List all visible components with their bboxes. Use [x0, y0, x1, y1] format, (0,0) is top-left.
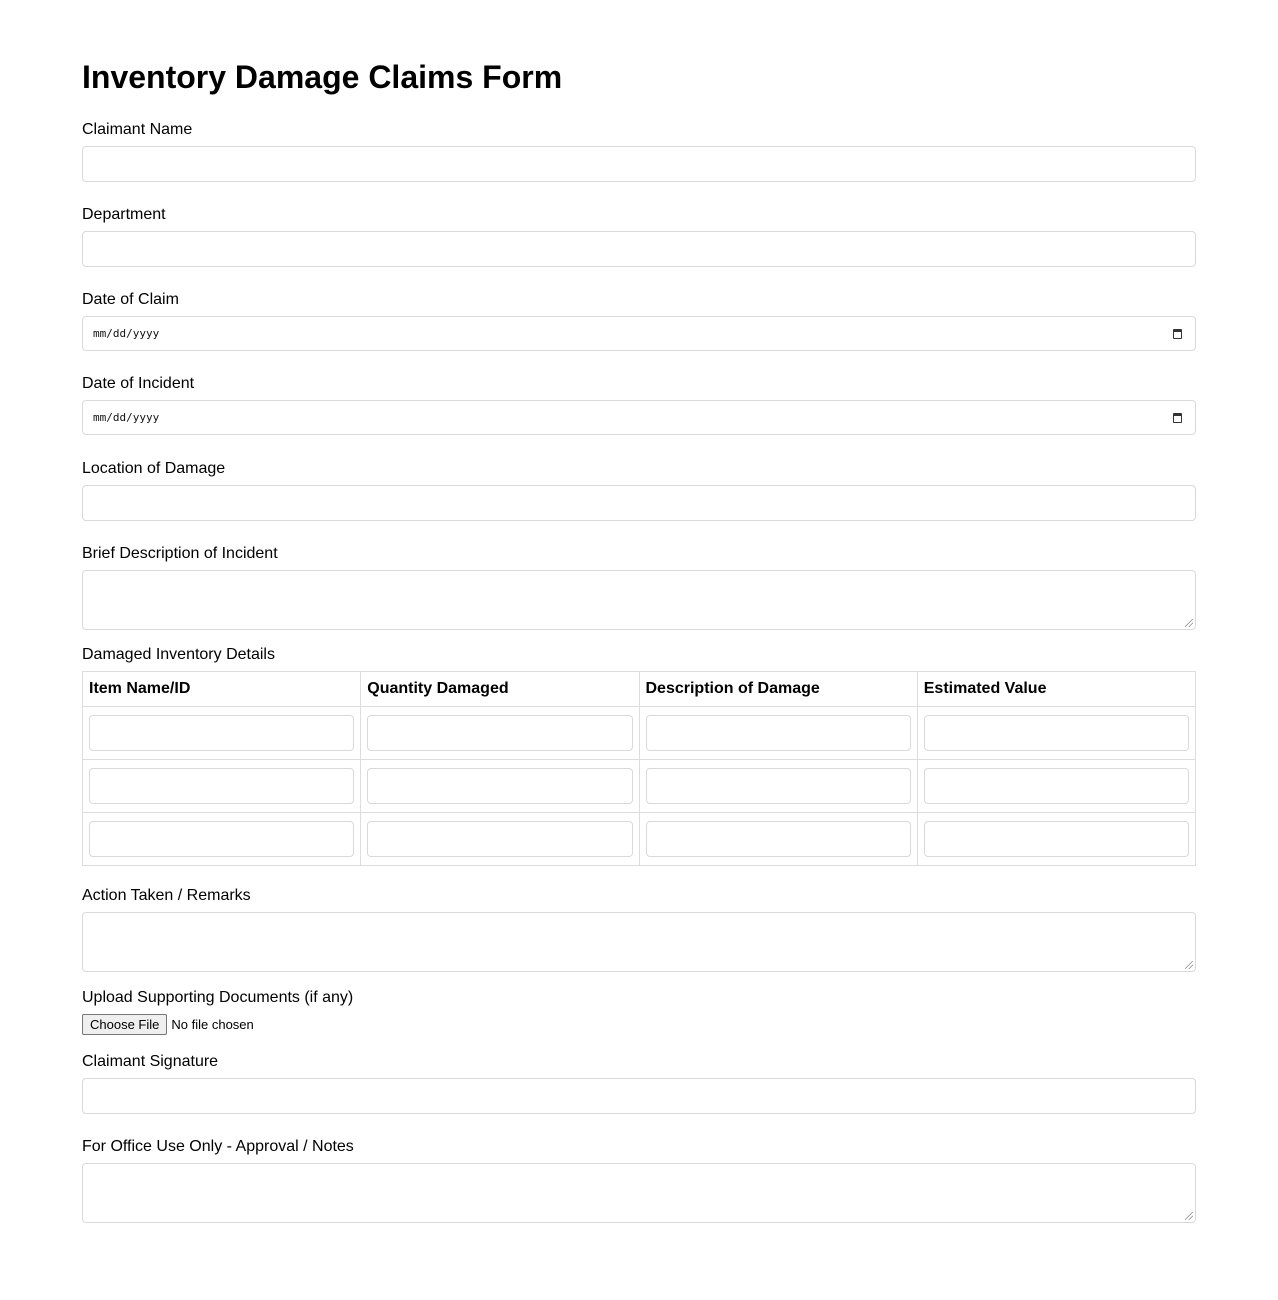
table-cell — [83, 707, 361, 760]
date-of-claim-field — [82, 291, 1196, 351]
table-cell — [917, 760, 1195, 813]
action-taken-label: Action Taken / Remarks — [82, 887, 251, 904]
choose-file-button[interactable]: Choose File — [82, 1014, 167, 1035]
signature-label: Claimant Signature — [82, 1053, 219, 1070]
table-cell — [361, 813, 639, 866]
date-placeholder: mm/dd/yyyy — [93, 411, 160, 424]
department-input[interactable] — [82, 231, 1196, 267]
table-header-row — [83, 672, 1196, 707]
date-of-incident-field — [82, 375, 1196, 435]
claims-form — [82, 0, 1196, 1223]
table-cell — [639, 813, 917, 866]
office-use-textarea[interactable] — [82, 1163, 1196, 1223]
brief-description-textarea[interactable] — [82, 570, 1196, 630]
column-header: Estimated Value — [917, 672, 1195, 707]
damage-description-input[interactable] — [646, 821, 911, 857]
file-status: No file chosen — [171, 1017, 254, 1032]
signature-input[interactable] — [82, 1078, 1196, 1114]
quantity-input[interactable] — [367, 768, 632, 804]
table-cell — [83, 760, 361, 813]
location-field — [82, 460, 1196, 521]
table-cell — [361, 760, 639, 813]
date-of-incident-label: Date of Incident — [82, 375, 195, 392]
quantity-input[interactable] — [367, 715, 632, 751]
estimated-value-input[interactable] — [924, 715, 1189, 751]
column-header: Item Name/ID — [83, 672, 361, 707]
claimant-name-input[interactable] — [82, 146, 1196, 182]
estimated-value-input[interactable] — [924, 821, 1189, 857]
calendar-icon[interactable] — [1173, 413, 1182, 423]
table-cell — [361, 707, 639, 760]
table-row — [83, 760, 1196, 813]
resize-grip-icon[interactable] — [1185, 961, 1193, 969]
office-use-label: For Office Use Only - Approval / Notes — [82, 1138, 354, 1155]
date-of-incident-input[interactable] — [82, 400, 1196, 435]
location-label: Location of Damage — [82, 460, 226, 477]
inventory-table — [82, 671, 1196, 866]
department-field — [82, 206, 1196, 267]
action-taken-textarea[interactable] — [82, 912, 1196, 972]
inventory-section — [82, 646, 1196, 866]
brief-description-label: Brief Description of Incident — [82, 545, 278, 562]
inventory-label: Damaged Inventory Details — [82, 646, 275, 663]
table-row — [83, 707, 1196, 760]
table-row — [83, 813, 1196, 866]
location-input[interactable] — [82, 485, 1196, 521]
quantity-input[interactable] — [367, 821, 632, 857]
action-taken-field — [82, 887, 1196, 972]
table-cell — [917, 707, 1195, 760]
table-cell — [83, 813, 361, 866]
calendar-icon[interactable] — [1173, 329, 1182, 339]
brief-description-field — [82, 545, 1196, 630]
item-name-input[interactable] — [89, 768, 354, 804]
resize-grip-icon[interactable] — [1185, 1212, 1193, 1220]
claimant-name-label: Claimant Name — [82, 121, 193, 138]
date-of-claim-label: Date of Claim — [82, 291, 179, 308]
date-placeholder: mm/dd/yyyy — [93, 327, 160, 340]
damage-description-input[interactable] — [646, 715, 911, 751]
claimant-name-field — [82, 121, 1196, 182]
table-cell — [639, 707, 917, 760]
department-label: Department — [82, 206, 166, 223]
file-input[interactable] — [82, 1014, 1196, 1035]
date-of-claim-input[interactable] — [82, 316, 1196, 351]
estimated-value-input[interactable] — [924, 768, 1189, 804]
office-use-field — [82, 1138, 1196, 1223]
signature-field — [82, 1053, 1196, 1114]
table-cell — [917, 813, 1195, 866]
item-name-input[interactable] — [89, 715, 354, 751]
damage-description-input[interactable] — [646, 768, 911, 804]
upload-label: Upload Supporting Documents (if any) — [82, 989, 354, 1006]
column-header: Description of Damage — [639, 672, 917, 707]
upload-field — [82, 989, 1196, 1035]
column-header: Quantity Damaged — [361, 672, 639, 707]
resize-grip-icon[interactable] — [1185, 619, 1193, 627]
table-cell — [639, 760, 917, 813]
page-title: Inventory Damage Claims Form — [82, 59, 563, 95]
item-name-input[interactable] — [89, 821, 354, 857]
